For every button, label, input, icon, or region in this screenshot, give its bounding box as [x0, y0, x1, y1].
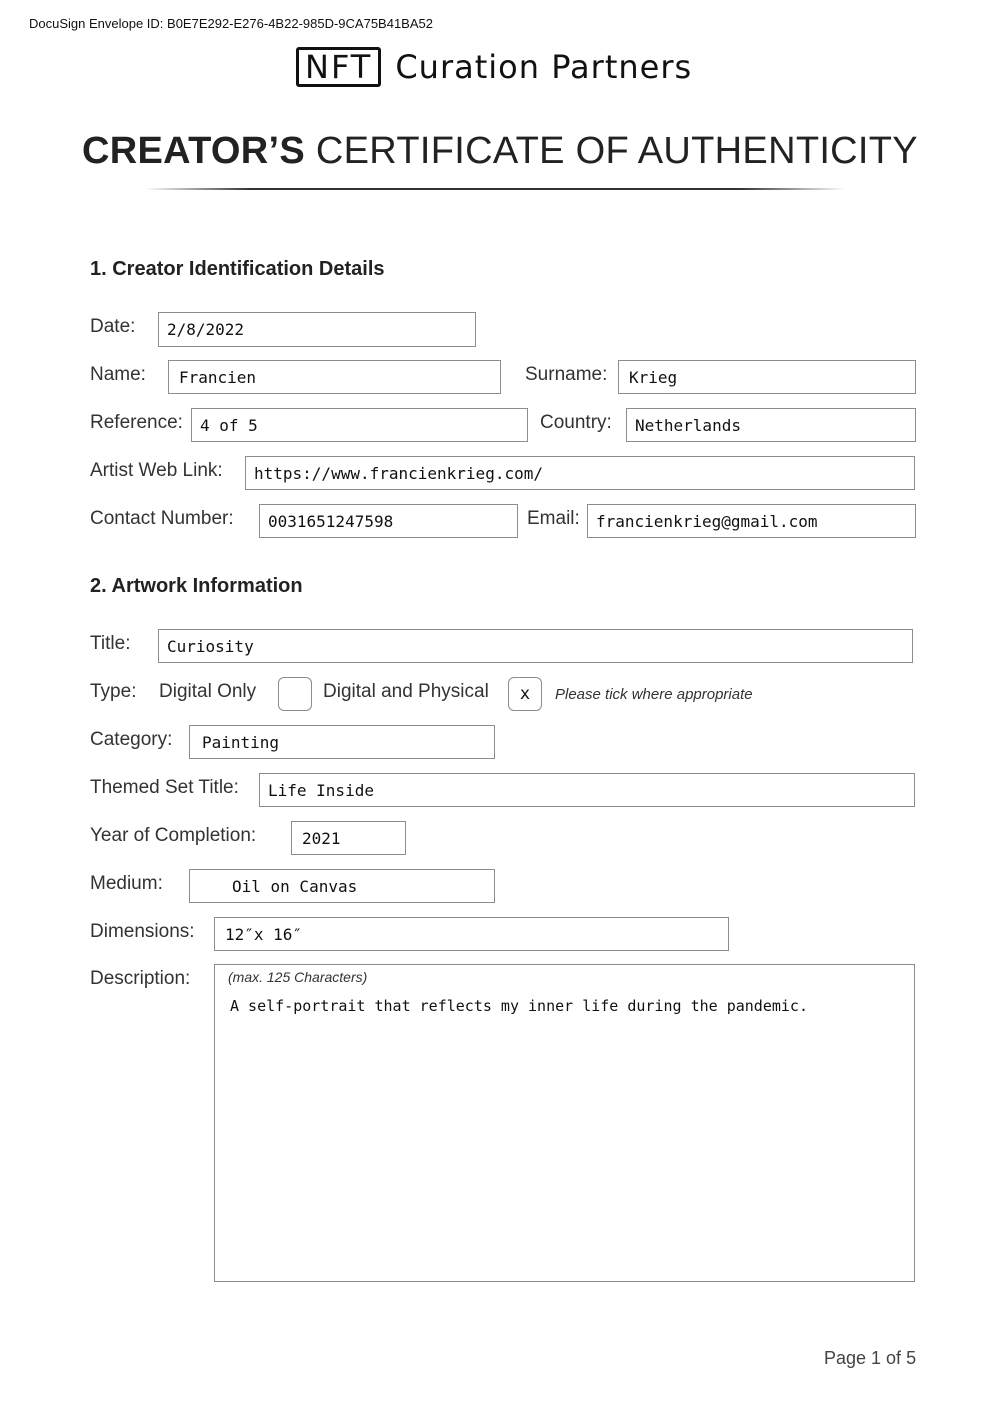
title-bold-part: CREATOR’S [82, 130, 306, 172]
description-text: A self-portrait that reflects my inner life during the pandemic. [230, 997, 808, 1015]
docusign-envelope-id: DocuSign Envelope ID: B0E7E292-E276-4B22-985D-9CA75B41BA52 [29, 16, 433, 31]
surname-label: Surname: [525, 364, 608, 385]
title-label: Title: [90, 633, 131, 654]
email-label: Email: [527, 508, 580, 529]
dimensions-field[interactable]: 12″x 16″ [214, 917, 729, 951]
reference-label: Reference: [90, 412, 183, 433]
type-digital-only-checkbox[interactable] [278, 677, 312, 711]
weblink-label: Artist Web Link: [90, 460, 223, 481]
year-field[interactable]: 2021 [291, 821, 406, 855]
description-hint: (max. 125 Characters) [228, 969, 368, 985]
medium-label: Medium: [90, 873, 163, 894]
section-artwork-heading: 2. Artwork Information [90, 575, 303, 597]
type-digital-only-label: Digital Only [159, 681, 257, 702]
artwork-title-field[interactable]: Curiosity [158, 629, 913, 663]
category-field[interactable]: Painting [189, 725, 495, 759]
weblink-field[interactable]: https://www.francienkrieg.com/ [245, 456, 915, 490]
country-label: Country: [540, 412, 612, 433]
themed-set-label: Themed Set Title: [90, 777, 239, 798]
type-hint: Please tick where appropriate [555, 686, 753, 703]
type-digital-physical-label: Digital and Physical [323, 681, 489, 702]
category-label: Category: [90, 729, 173, 750]
title-divider [145, 188, 845, 190]
page-title [0, 130, 1000, 173]
type-label: Type: [90, 681, 137, 702]
themed-set-field[interactable]: Life Inside [259, 773, 915, 807]
year-label: Year of Completion: [90, 825, 257, 846]
contact-field[interactable]: 0031651247598 [259, 504, 518, 538]
dimensions-label: Dimensions: [90, 921, 195, 942]
description-field[interactable] [214, 964, 915, 1282]
contact-label: Contact Number: [90, 508, 234, 529]
description-label: Description: [90, 968, 191, 989]
reference-field[interactable]: 4 of 5 [191, 408, 528, 442]
title-rest-part: CERTIFICATE OF AUTHENTICITY [305, 130, 918, 172]
logo-nft-mark: NFT [296, 47, 381, 87]
brand-logo [296, 47, 692, 87]
date-field[interactable]: 2/8/2022 [158, 312, 476, 347]
date-label: Date: [90, 316, 136, 337]
type-digital-physical-checkbox[interactable]: x [508, 677, 542, 711]
page-number: Page 1 of 5 [824, 1348, 917, 1368]
email-field[interactable]: francienkrieg@gmail.com [587, 504, 916, 538]
name-field[interactable]: Francien [168, 360, 501, 394]
country-field[interactable]: Netherlands [626, 408, 916, 442]
medium-field[interactable]: Oil on Canvas [189, 869, 495, 903]
section-creator-heading: 1. Creator Identification Details [90, 258, 385, 280]
logo-brand-name: Curation Partners [395, 48, 693, 86]
surname-field[interactable]: Krieg [618, 360, 916, 394]
name-label: Name: [90, 364, 146, 385]
